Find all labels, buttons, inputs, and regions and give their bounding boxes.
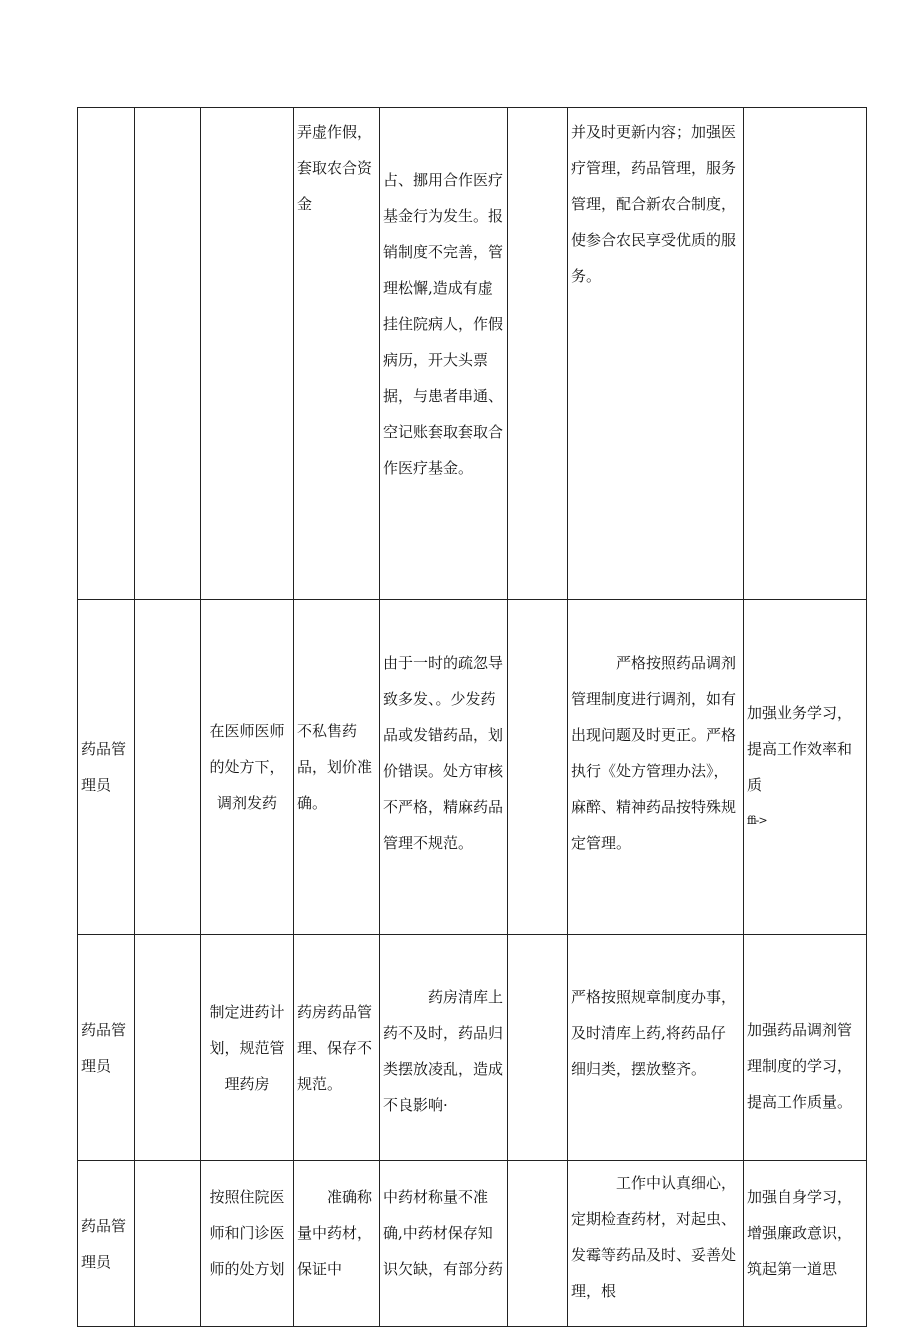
improvement-tail: ffi->: [747, 814, 767, 827]
measures-cell: [568, 1161, 744, 1327]
blank-cell: [508, 108, 568, 600]
measures-cell: 严格按照规章制度办事，及时清库上药,将药品仔细归类，摆放整齐。: [568, 935, 744, 1161]
table-row: [78, 108, 867, 600]
duty-cell: 按照住院医师和门诊医师的处方划: [201, 1161, 294, 1327]
improvement-cell: [744, 600, 867, 935]
improvement-cell: 加强药品调剂管理制度的学习，提高工作质量。: [744, 935, 867, 1161]
measures-text: 工作中认真细心，定期检查药材，对起虫、发霉等药品及时、妥善处理，根: [571, 1174, 737, 1300]
risk-description-cell: [380, 935, 508, 1161]
table-row: [78, 1161, 867, 1327]
role-cell: 药品管理员: [78, 600, 135, 935]
risk-point-cell: 不私售药品，划价准确。: [294, 600, 380, 935]
role-cell: 药品管理员: [78, 1161, 135, 1327]
risk-point-cell: 药房药品管理、保存不规范。: [294, 935, 380, 1161]
improvement-text: 加强业务学习，提高工作效率和质: [747, 704, 853, 794]
risk-description-cell: 由于一时的疏忽导致多发、。少发药品或发错药品，划价错误。处方审核不严格，精麻药品管理不规范。: [380, 600, 508, 935]
improvement-cell: 加强自身学习，增强廉政意识，筑起第一道思: [744, 1161, 867, 1327]
risk-point-cell: [294, 1161, 380, 1327]
measures-text: 严格按照药品调剂管理制度进行调剂，如有出现问题及时更正。严格执行《处方管理办法》，麻醉、精神药品按特殊规定管理。: [571, 654, 737, 852]
duty-cell: 制定进药计划，规范管理药房: [201, 935, 294, 1161]
measures-cell: [568, 600, 744, 935]
blank-cell: [135, 935, 201, 1161]
responsibility-risk-table: [77, 107, 867, 1327]
blank-cell: [508, 1161, 568, 1327]
role-cell: [78, 108, 135, 600]
duty-cell: [201, 108, 294, 600]
risk-point-text: 准确称量中药材，保证中: [297, 1188, 373, 1278]
duty-cell: 在医师医师的处方下，调剂发药: [201, 600, 294, 935]
risk-description-cell: 占、挪用合作医疗基金行为发生。报销制度不完善，管理松懈,造成有虚挂住院病人，作假病历，开大头票据，与患者串通、空记账套取套取合作医疗基金。: [380, 108, 508, 600]
blank-cell: [508, 600, 568, 935]
measures-cell: 并及时更新内容；加强医疗管理，药品管理，服务管理，配合新农合制度，使参合农民享受优质的服务。: [568, 108, 744, 600]
risk-description-text: 药房清库上药不及时，药品归类摆放凌乱，造成不良影响·: [383, 988, 504, 1114]
improvement-cell: [744, 108, 867, 600]
blank-cell: [135, 600, 201, 935]
table-row: [78, 600, 867, 935]
risk-description-cell: 中药材称量不准确,中药材保存知识欠缺，有部分药: [380, 1161, 508, 1327]
role-cell: 药品管理员: [78, 935, 135, 1161]
table-row: [78, 935, 867, 1161]
blank-cell: [135, 108, 201, 600]
risk-point-cell: 弄虚作假，套取农合资金: [294, 108, 380, 600]
blank-cell: [135, 1161, 201, 1327]
blank-cell: [508, 935, 568, 1161]
